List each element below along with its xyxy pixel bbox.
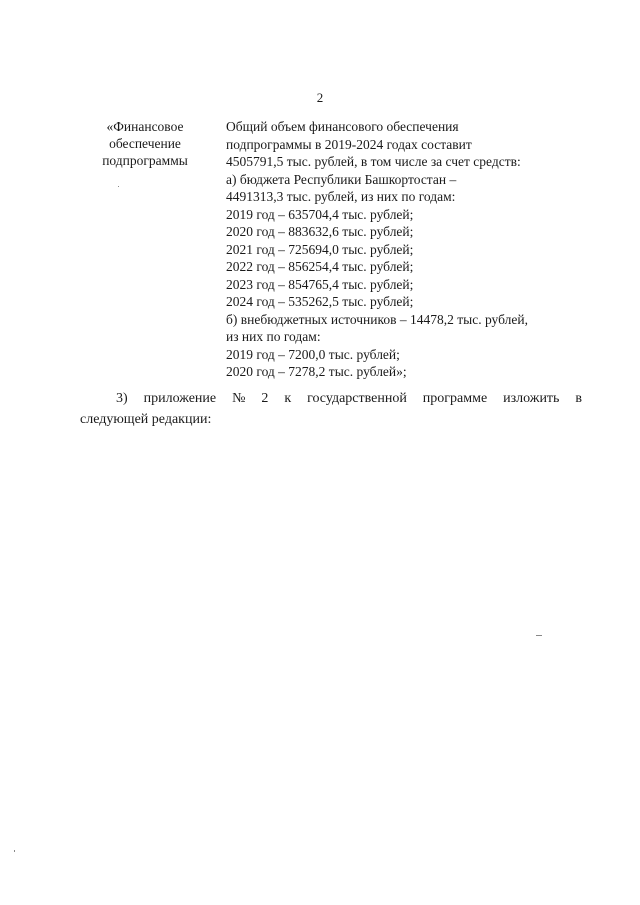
year-line: 2022 год – 856254,4 тыс. рублей; <box>226 259 414 274</box>
description-line: 4505791,5 тыс. рублей, в том числе за счет средств: <box>226 154 521 169</box>
year-line: 2020 год – 883632,6 тыс. рублей; <box>226 224 414 239</box>
year-line: 2021 год – 725694,0 тыс. рублей; <box>226 241 414 257</box>
year-line: 2024 год – 535262,5 тыс. рублей; <box>226 294 414 309</box>
word: к <box>284 391 292 406</box>
word: программе <box>422 391 488 406</box>
scan-speck <box>536 635 542 636</box>
word: государственной <box>307 391 407 406</box>
word: приложение <box>143 391 217 406</box>
financing-description-column <box>226 118 586 381</box>
description-line: подпрограммы в 2019-2024 годах составит <box>226 136 472 152</box>
word: 3) <box>116 391 128 406</box>
description-line: а) бюджета Республики Башкортостан – <box>226 171 457 187</box>
word: изложить <box>503 391 560 406</box>
label-line: обеспечение <box>109 136 181 151</box>
paragraph-line-1 <box>80 388 582 409</box>
label-line: «Финансовое <box>106 119 184 134</box>
year-line: 2023 год – 854765,4 тыс. рублей; <box>226 276 414 292</box>
word: в <box>575 391 582 406</box>
word: № <box>232 391 246 406</box>
year-line: 2019 год – 7200,0 тыс. рублей; <box>226 346 400 362</box>
description-line: б) внебюджетных источников – 14478,2 тыс. рублей, <box>226 311 528 327</box>
description-line: из них по годам: <box>226 329 321 344</box>
body-paragraph <box>80 388 582 430</box>
year-line: 2020 год – 7278,2 тыс. рублей»; <box>226 364 407 379</box>
description-line: 4491313,3 тыс. рублей, из них по годам: <box>226 189 456 204</box>
paragraph-line-2: следующей редакции: <box>80 412 212 427</box>
description-line: Общий объем финансового обеспечения <box>226 119 459 134</box>
scan-speck <box>118 186 119 187</box>
financing-label-column <box>80 118 210 169</box>
label-line: подпрограммы <box>102 153 188 168</box>
year-line: 2019 год – 635704,4 тыс. рублей; <box>226 206 414 222</box>
word: 2 <box>261 391 269 406</box>
scan-speck <box>14 850 15 852</box>
page-number: 2 <box>316 90 324 105</box>
